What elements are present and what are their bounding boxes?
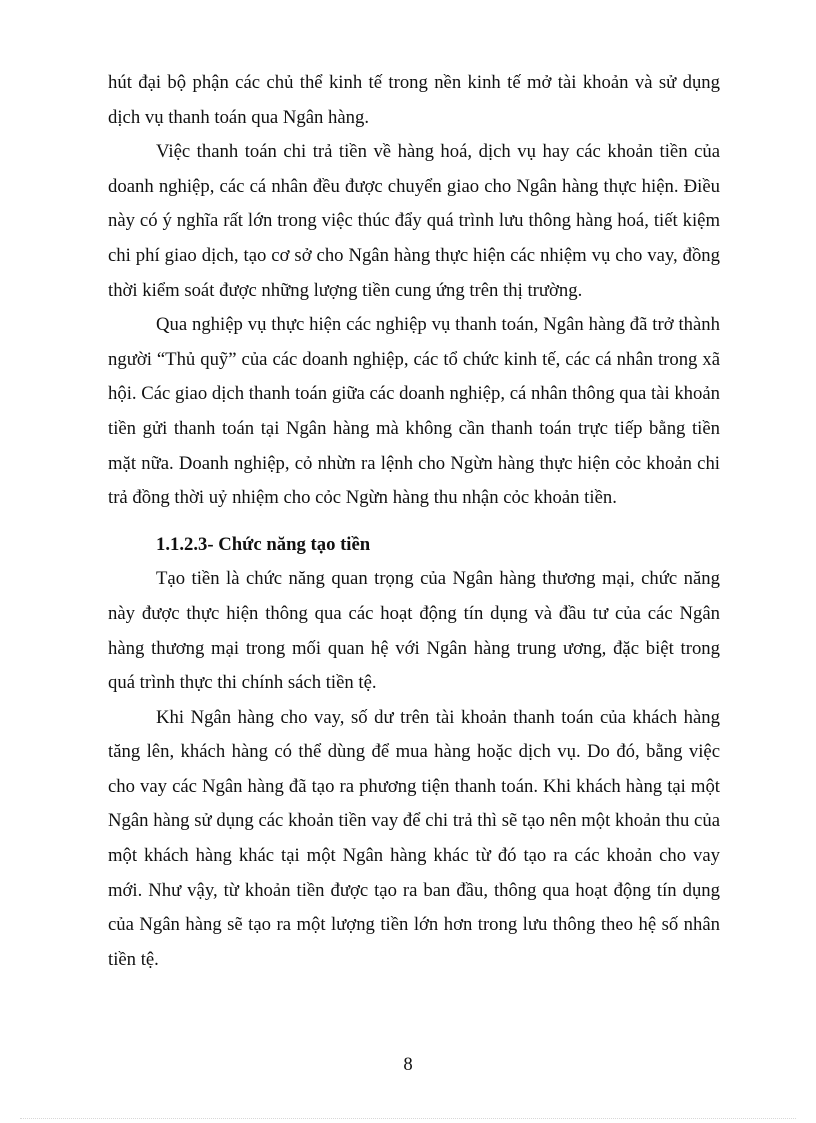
page-bottom-divider bbox=[20, 1118, 796, 1119]
page-number: 8 bbox=[403, 1054, 413, 1075]
paragraph-1: hút đại bộ phận các chủ thể kinh tế trong nền kinh tế mở tài khoản và sử dụng dịch vụ thanh toán qua Ngân hàng. bbox=[108, 72, 720, 128]
section-heading: 1.1.2.3- Chức năng tạo tiền bbox=[156, 533, 371, 555]
paragraph-2: Việc thanh toán chi trả tiền về hàng hoá, dịch vụ hay các khoản tiền của doanh nghiệp, các cá nhân đều được chuyển giao cho Ngân hàng thực hiện. Điều này có ý nghĩa rất lớn trong việc thúc đẩy quá trình lưu thông hàng hoá, tiết kiệm chi phí giao dịch, tạo cơ sở cho Ngân hàng thực hiện các nhiệm vụ cho vay, đồng thời kiểm soát được những lượng tiền cung ứng trên thị trường. bbox=[108, 141, 720, 301]
paragraph-4: Tạo tiền là chức năng quan trọng của Ngân hàng thương mại, chức năng này được thực hiện thông qua các hoạt động tín dụng và đầu tư của các Ngân hàng thương mại trong mối quan hệ với Ngân hàng trung ương, đặc biệt trong quá trình thực thi chính sách tiền tệ. bbox=[108, 568, 720, 694]
paragraph-5: Khi Ngân hàng cho vay, số dư trên tài khoản thanh toán của khách hàng tăng lên, khách hàng có thể dùng để mua hàng hoặc dịch vụ. Do đó, bằng việc cho vay các Ngân hàng đã tạo ra phương tiện thanh toán. Khi khách hàng tại một Ngân hàng sử dụng các khoản tiền vay để chi trả thì sẽ tạo nên một khoản thu của một khách hàng khác tại một Ngân hàng khác từ đó tạo ra các khoản cho vay mới. Như vậy, từ khoản tiền được tạo ra ban đầu, thông qua hoạt động tín dụng của Ngân hàng sẽ tạo ra một lượng tiền lớn hơn trong lưu thông theo hệ số nhân tiền tệ. bbox=[108, 706, 720, 970]
body-text bbox=[108, 66, 720, 977]
paragraph-3: Qua nghiệp vụ thực hiện các nghiệp vụ thanh toán, Ngân hàng đã trở thành người “Thủ quỹ” của các doanh nghiệp, các tổ chức kinh tế, các cá nhân trong xã hội. Các giao dịch thanh toán giữa các doanh nghiệp, cá nhân thông qua tài khoản tiền gửi thanh toán tại Ngân hàng mà không cần thanh toán trực tiếp bằng tiền mặt nữa. Doanh nghiệp, cỏ nhừn ra lệnh cho Ngừn hàng thực hiện cỏc khoản chi trả đồng thời uỷ nhiệm cho cỏc Ngừn hàng thu nhận cỏc khoản tiền. bbox=[108, 314, 720, 509]
